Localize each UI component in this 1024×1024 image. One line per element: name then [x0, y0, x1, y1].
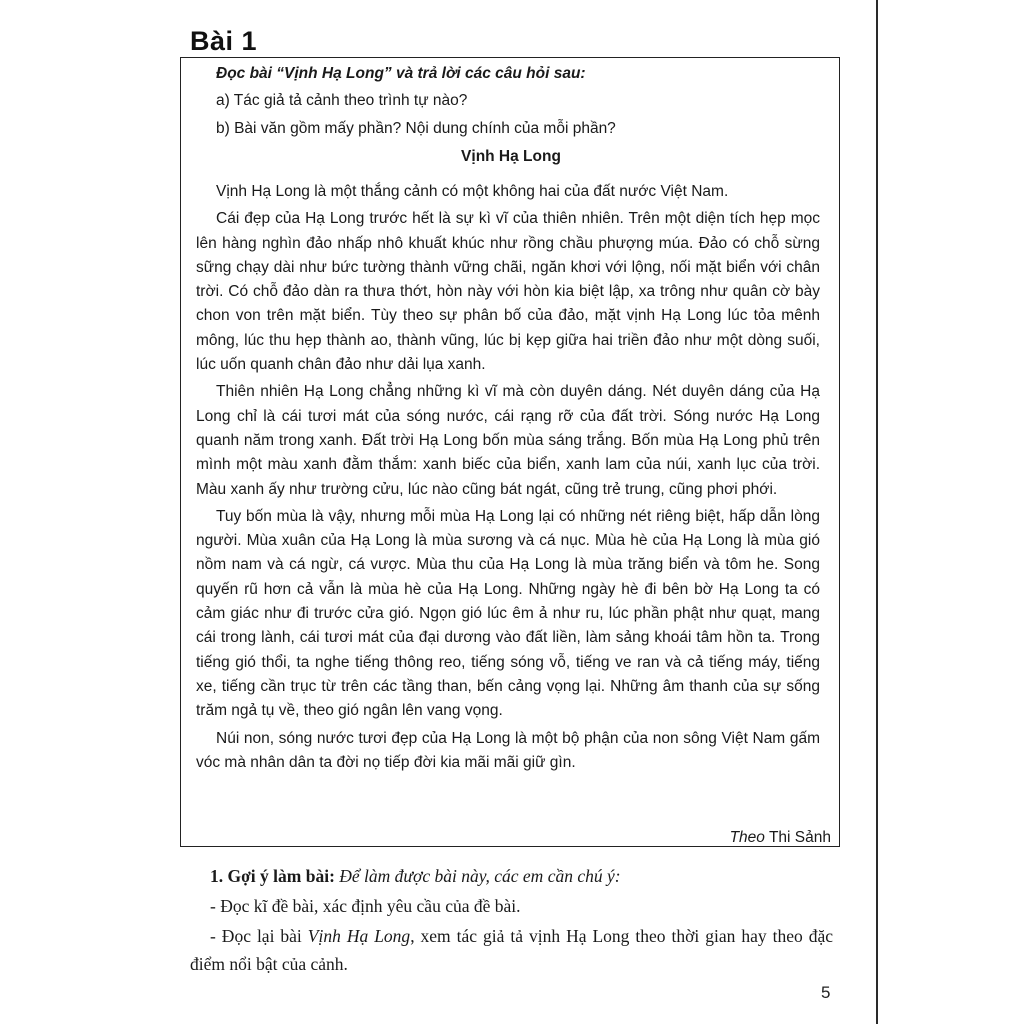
page-number: 5	[821, 983, 831, 1002]
passage	[196, 180, 820, 775]
passage-paragraph: Tuy bốn mùa là vậy, nhưng mỗi mùa Hạ Long lại có những nét riêng biệt, hấp dẫn lòng người. Mùa xuân của Hạ Long là mùa sương và cá nục. Mùa hè của Hạ Long là mùa gió nồm nam và cá ngừ, cá vược. Mùa thu của Hạ Long là mùa trăng biển và tôm he. Song quyến rũ hơn cả vẫn là mùa hè của Hạ Long. Những ngày hè đi bên bờ Hạ Long ta có cảm giác như đi trước cửa gió. Ngọn gió lúc êm ả như ru, lúc phần phật như quạt, mang cái trong lành, cái tươi mát của đại dương vào đất liền, làm sảng khoái tâm hồn ta. Trong tiếng gió thổi, ta nghe tiếng thông reo, tiếng sóng vỗ, tiếng ve ran và cả tiếng máy, tiếng xe, tiếng cần trục từ trên các tầng than, bến cảng vọng lại. Những âm thanh của sự sống trăm ngả tụ về, theo gió ngân lên vang vọng.	[196, 507, 820, 720]
question-b: b) Bài văn gồm mấy phần? Nội dung chính của mỗi phần?	[216, 120, 616, 137]
passage-paragraph: Cái đẹp của Hạ Long trước hết là sự kì vĩ của thiên nhiên. Trên một diện tích hẹp mọc lên hàng nghìn đảo nhấp nhô khuất khúc như rồng chầu phượng múa. Đảo có chỗ sừng sững chạy dài như bức tường thành vững chãi, ngăn khơi với lộng, nối mặt biển với chân trời. Có chỗ đảo dàn ra thưa thớt, hòn này với hòn kia biệt lập, xa trông như quân cờ bày chon von trên mặt biển. Tùy theo sự phân bố của đảo, mặt vịnh Hạ Long lúc tỏa mênh mông, lúc thu hẹp thành ao, thành vũng, lúc bị kẹp giữa hai triền đảo như một dòng suối, lúc uốn quanh chân đảo như dải lụa xanh.	[196, 210, 820, 374]
tips-item-1: - Đọc kĩ đề bài, xác định yêu cầu của đề bài.	[210, 896, 521, 916]
tips-section	[190, 862, 833, 980]
reading-box	[180, 57, 840, 847]
tips-item-2	[190, 922, 833, 978]
passage-title: Vịnh Hạ Long	[461, 148, 561, 165]
passage-paragraph: Vịnh Hạ Long là một thắng cảnh có một không hai của đất nước Việt Nam.	[216, 183, 729, 200]
tips-intro: Để làm được bài này, các em cần chú ý:	[339, 866, 621, 886]
tips-heading: 1. Gợi ý làm bài:	[210, 866, 335, 886]
tips-item-2-before: - Đọc lại bài	[210, 926, 302, 946]
source-author: Thi Sảnh	[768, 829, 831, 846]
page-edge-line	[876, 0, 878, 1024]
source-attribution	[730, 829, 831, 847]
passage-paragraph: Núi non, sóng nước tươi đẹp của Hạ Long là một bộ phận của non sông Việt Nam gấm vóc mà nhân dân ta đời nọ tiếp đời kia mãi mãi giữ gìn.	[196, 729, 820, 771]
tips-item-2-after: , xem tác giả tả vịnh Hạ Long theo thời gian hay theo đặc điểm nổi bật của cảnh.	[190, 926, 833, 974]
tips-heading-line	[190, 862, 833, 890]
source-prefix: Theo	[729, 829, 765, 846]
passage-paragraph: Thiên nhiên Hạ Long chẳng những kì vĩ mà còn duyên dáng. Nét duyên dáng của Hạ Long chỉ là cái tươi mát của sóng nước, cái rạng rỡ của đất trời. Sóng nước Hạ Long quanh năm trong xanh. Đất trời Hạ Long bốn mùa sáng trắng. Bốn mùa Hạ Long phủ trên mình một màu xanh đằm thắm: xanh biếc của biển, xanh lam của núi, xanh lục của trời. Màu xanh ấy như trường cửu, lúc nào cũng bát ngát, cũng trẻ trung, cũng phơi phới.	[196, 383, 820, 498]
question-a: a) Tác giả tả cảnh theo trình tự nào?	[216, 92, 468, 109]
tips-item-2-title: Vịnh Hạ Long	[307, 926, 411, 946]
lesson-title: Bài 1	[190, 26, 258, 56]
instruction: Đọc bài “Vịnh Hạ Long” và trả lời các câu hỏi sau:	[216, 65, 586, 82]
